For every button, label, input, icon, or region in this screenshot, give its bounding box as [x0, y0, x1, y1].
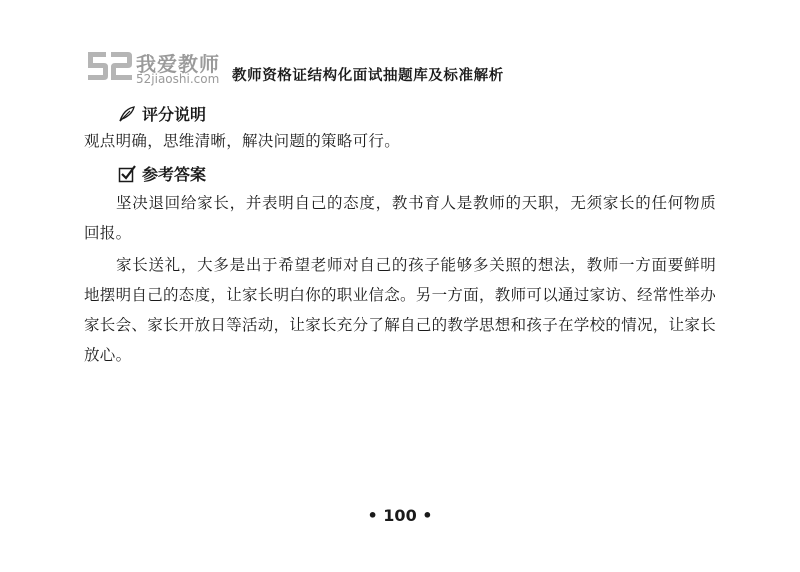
answer-paragraph-2: 家长送礼，大多是出于希望老师对自己的孩子能够多关照的想法，教师一方面要鲜明地摆明自己的态度，让家长明白你的职业信念。另一方面，教师可以通过家访、经常性举办家长会、家长开放日等活动，让家长充分了解自己的教学思想和孩子在学校的情况，让家长放心。 [84, 256, 717, 364]
scoring-heading-text: 评分说明 [142, 105, 207, 124]
feather-icon [118, 105, 136, 123]
logo-name: 我爱教师 [136, 52, 220, 76]
answer-heading [118, 162, 206, 185]
answer-paragraph-1: 坚决退回给家长，并表明自己的态度，教书育人是教师的天职，无须家长的任何物质回报。 [84, 194, 716, 242]
scoring-heading [118, 102, 206, 125]
page-header [84, 46, 724, 90]
logo [84, 46, 224, 90]
logo-url: 52jiaoshi.com [136, 72, 220, 86]
book-title: 教师资格证结构化面试抽题库及标准解析 [232, 68, 504, 84]
scoring-text: 观点明确，思维清晰，解决问题的策略可行。 [84, 132, 401, 150]
logo-52-icon [84, 48, 134, 84]
page-number: • 100 • [367, 506, 433, 525]
answer-heading-text: 参考答案 [142, 165, 207, 184]
checkbox-checked-icon [118, 165, 136, 183]
